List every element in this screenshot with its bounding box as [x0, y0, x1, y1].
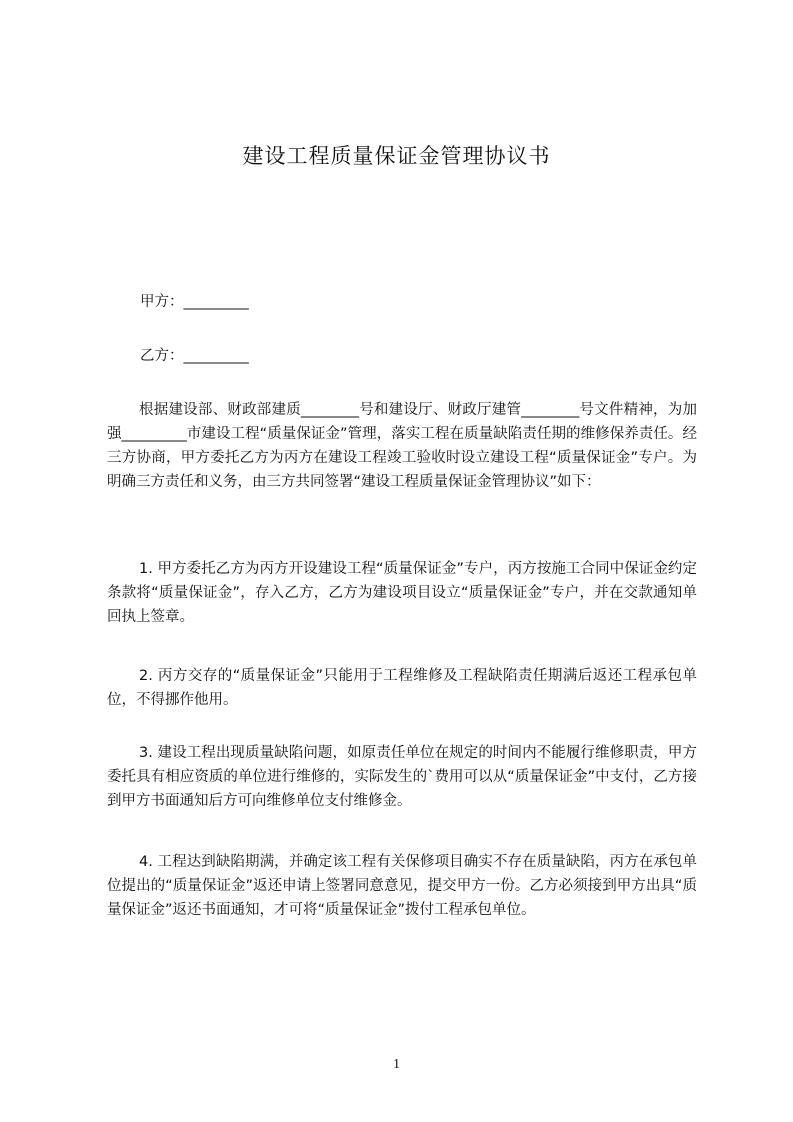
party-a-label: 甲方：: [140, 294, 184, 310]
party-a-line: [140, 290, 249, 314]
party-a-value: _________: [183, 294, 249, 310]
page-number: 1: [393, 1057, 400, 1072]
party-b-line: [140, 344, 249, 368]
clause-4: 4. 工程达到缺陷期满，并确定该工程有关保修项目确实不存在质量缺陷，丙方在承包单位提出的“质量保证金”返还申请上签署同意意见，提交甲方一份。乙方必须接到甲方出具“质量保证金”返还书面通知，才可将“质量保证金”拨付工程承包单位。: [107, 854, 697, 918]
clause-2: 2. 丙方交存的“质量保证金”只能用于工程维修及工程缺陷责任期满后返还工程承包单位，不得挪作他用。: [107, 668, 697, 708]
clause-3: 3. 建设工程出现质量缺陷问题，如原责任单位在规定的时间内不能履行维修职责，甲方委托具有相应资质的单位进行维修的，实际发生的`费用可以从“质量保证金”中支付，乙方接到甲方书面通知后方可向维修单位支付维修金。: [107, 745, 697, 809]
clause-1: 1. 甲方委托乙方为丙方开设建设工程“质量保证金”专户，丙方按施工合同中保证金约定条款将“质量保证金”，存入乙方，乙方为建设项目设立“质量保证金”专户，并在交款通知单回执上签章。: [107, 561, 697, 625]
intro-paragraph: 根据建设部、财政部建质________号和建设厅、财政厅建管________号文件精神，为加强_________市建设工程“质量保证金”管理，落实工程在质量缺陷责任期的维修保养责任。经三方协商，甲方委托乙方为丙方在建设工程竣工验收时设立建设工程“质量保证金”专户。为明确三方责任和义务，由三方共同签署“建设工程质量保证金管理协议”如下：: [107, 402, 697, 490]
party-b-label: 乙方：: [140, 348, 184, 364]
party-b-value: _________: [183, 348, 249, 364]
document-title: 建设工程质量保证金管理协议书: [242, 144, 551, 168]
